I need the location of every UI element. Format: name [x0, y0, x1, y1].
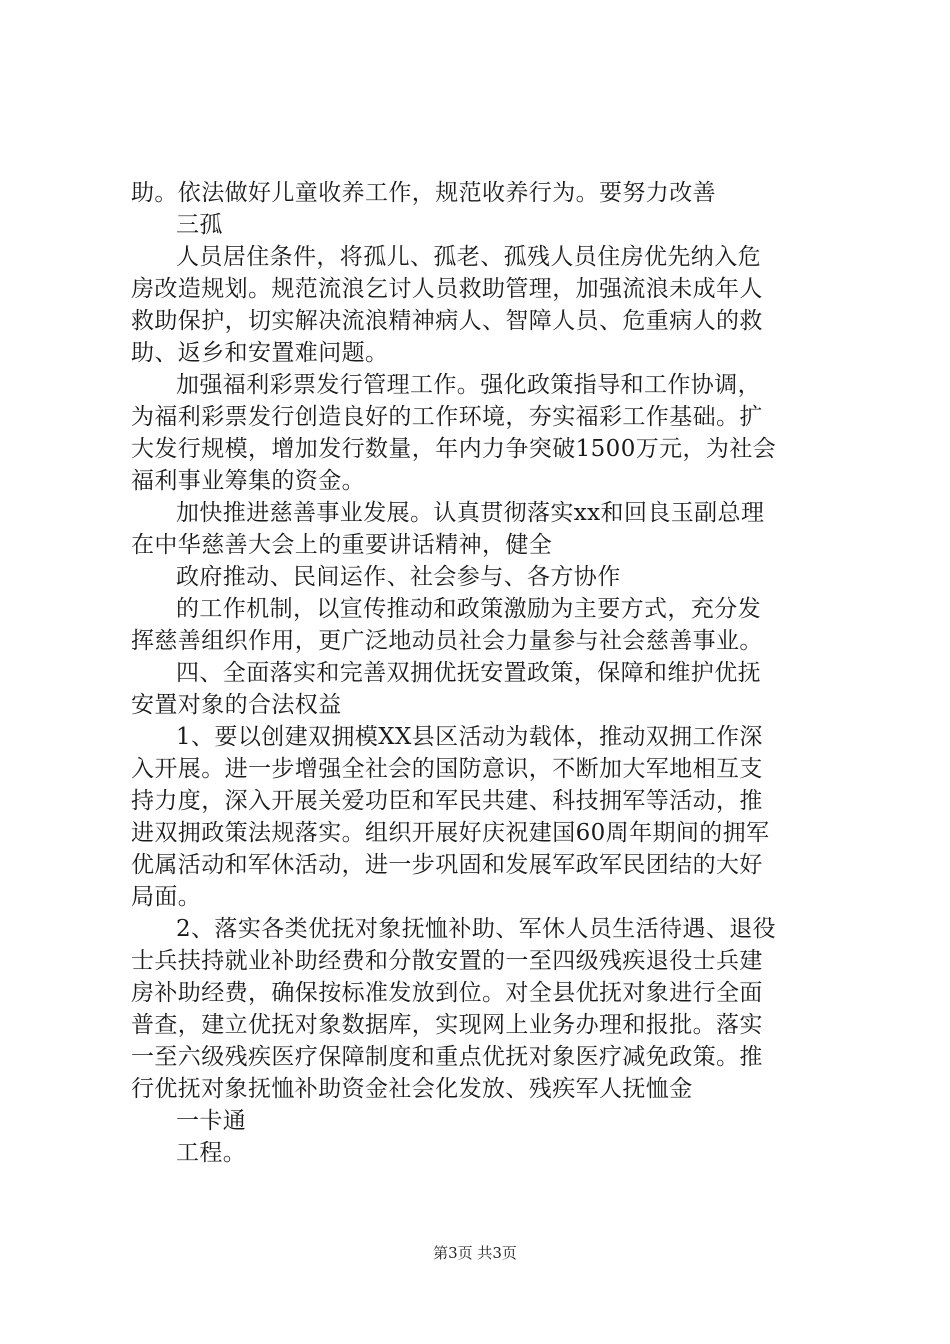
text-line: 的工作机制，以宣传推动和政策激励为主要方式，充分发 [176, 596, 761, 622]
text-line: 挥慈善组织作用，更广泛地动员社会力量参与社会慈善事业。 [131, 628, 763, 654]
section-heading: 安置对象的合法权益 [131, 692, 342, 718]
text-line: 一至六级残疾医疗保障制度和重点优抚对象医疗减免政策。推 [131, 1044, 763, 1070]
text-line: 房补助经费，确保按标准发放到位。对全县优抚对象进行全面 [131, 980, 763, 1006]
text-line: 三孤 [176, 212, 223, 238]
text-line: 助、返乡和安置难问题。 [131, 340, 389, 366]
text-line: 一卡通 [176, 1108, 247, 1134]
text-line: 士兵扶持就业补助经费和分散安置的一至四级残疾退役士兵建 [131, 948, 763, 974]
text-line: 入开展。进一步增强全社会的国防意识，不断加大军地相互支 [131, 756, 763, 782]
text-line: 助。依法做好儿童收养工作，规范收养行为。要努力改善 [131, 180, 716, 206]
text-line: 加强福利彩票发行管理工作。强化政策指导和工作协调， [176, 372, 761, 398]
text-line: 政府推动、民间运作、社会参与、各方协作 [176, 564, 621, 590]
text-line: 人员居住条件，将孤儿、孤老、孤残人员住房优先纳入危 [176, 244, 761, 270]
page-footer: 第3页 共3页 [433, 1244, 517, 1262]
text-line: 房改造规划。规范流浪乞讨人员救助管理，加强流浪未成年人 [131, 276, 763, 302]
text-line: 优属活动和军休活动，进一步巩固和发展军政军民团结的大好 [131, 852, 763, 878]
text-line: 进双拥政策法规落实。组织开展好庆祝建国60周年期间的拥军 [131, 820, 770, 846]
text-line: 2、落实各类优抚对象抚恤补助、军休人员生活待遇、退役 [176, 916, 777, 942]
text-line: 局面。 [131, 884, 202, 910]
section-heading: 四、全面落实和完善双拥优抚安置政策，保障和维护优抚 [176, 660, 761, 686]
text-line: 在中华慈善大会上的重要讲话精神，健全 [131, 532, 553, 558]
text-line: 持力度，深入开展关爱功臣和军民共建、科技拥军等活动，推 [131, 788, 763, 814]
text-line: 救助保护，切实解决流浪精神病人、智障人员、危重病人的救 [131, 308, 763, 334]
text-line: 福利事业筹集的资金。 [131, 468, 365, 494]
text-line: 1、要以创建双拥模XX县区活动为载体，推动双拥工作深 [176, 724, 763, 750]
text-line: 工程。 [176, 1140, 247, 1166]
text-line: 行优抚对象抚恤补助资金社会化发放、残疾军人抚恤金 [131, 1076, 693, 1102]
text-line: 普查，建立优抚对象数据库，实现网上业务办理和报批。落实 [131, 1012, 763, 1038]
text-line: 为福利彩票发行创造良好的工作环境，夯实福彩工作基础。扩 [131, 404, 763, 430]
text-line: 加快推进慈善事业发展。认真贯彻落实xx和回良玉副总理 [176, 500, 765, 526]
text-line: 大发行规模，增加发行数量，年内力争突破1500万元，为社会 [131, 436, 777, 462]
